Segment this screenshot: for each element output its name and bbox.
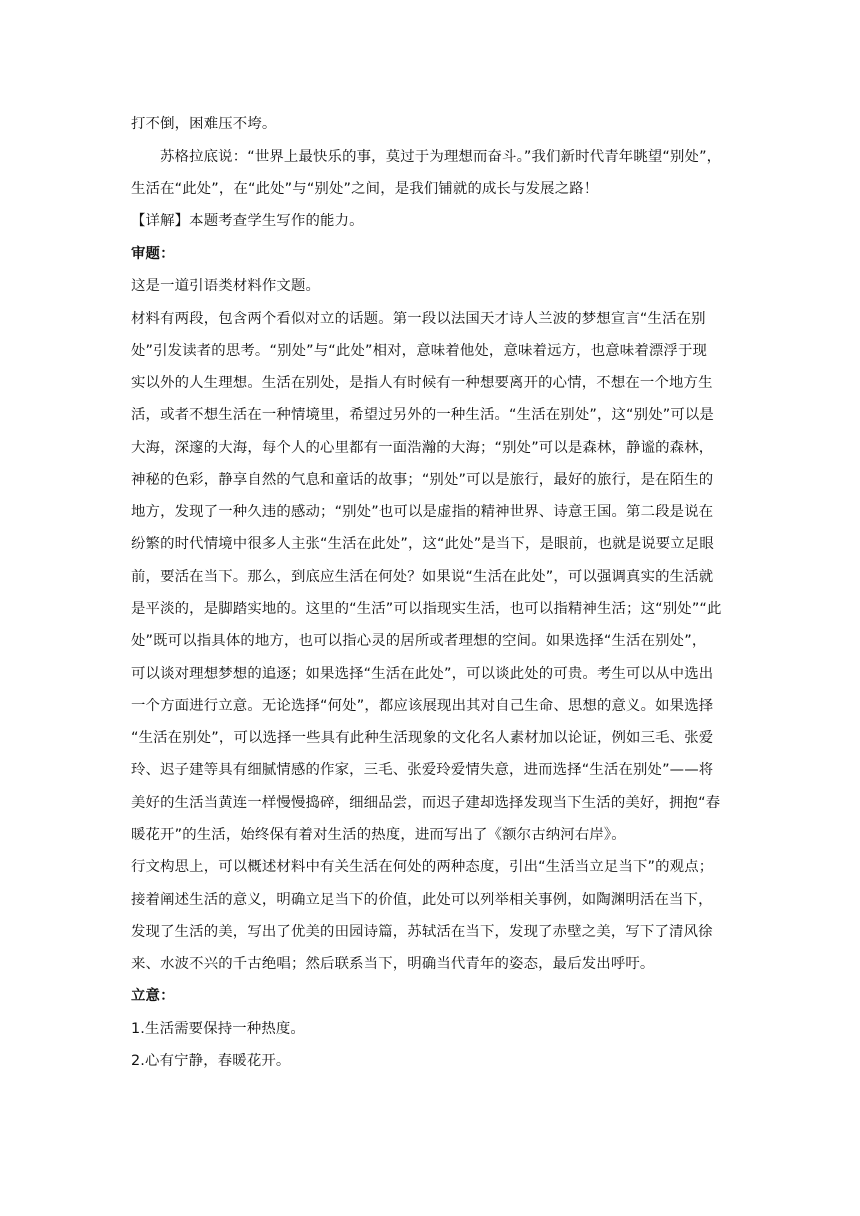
text-line: 是平淡的，是脚踏实地的。这里的“生活”可以指现实生活，也可以指精神生活；这“别处”“此 [131, 601, 722, 617]
text-line: 处”既可以指具体的地方，也可以指心灵的居所或者理想的空间。如果选择“生活在别处”， [131, 633, 707, 649]
text-line: 材料有两段，包含两个看似对立的话题。第一段以法国天才诗人兰波的梦想宣言“生活在别 [131, 311, 706, 327]
text-line: 发现了生活的美，写出了优美的田园诗篇，苏轼活在当下，发现了赤壁之美，写下了清风徐 [131, 924, 713, 940]
text-line: 纷繁的时代情境中很多人主张“生活在此处”，这“此处”是当下，是眼前，也就是说要立足眼 [131, 536, 714, 552]
text-line: 接着阐述生活的意义，明确立足当下的价值，此处可以列举相关事例，如陶渊明活在当下， [131, 892, 713, 908]
text-line: 【详解】本题考查学生写作的能力。 [131, 213, 364, 229]
text-line: 暖花开”的生活，始终保有着对生活的热度，进而写出了《额尔古纳河右岸》。 [131, 827, 626, 843]
text-line: 来、水波不兴的千古绝唱；然后联系当下，明确当代青年的姿态，最后发出呼吁。 [131, 956, 655, 972]
text-line: 行文构思上，可以概述材料中有关生活在何处的两种态度，引出“生活当立足当下”的观点； [131, 859, 714, 875]
text-line: 地方，发现了一种久违的感动；“别处”也可以是虚指的精神世界、诗意王国。第二段是说在 [131, 504, 714, 520]
text-line: 玲、迟子建等具有细腻情感的作家，三毛、张爱玲爱情失意，进而选择“生活在别处”——将 [131, 762, 714, 778]
text-line: 处”引发读者的思考。“别处”与“此处”相对，意味着他处，意味着远方，也意味着漂浮于现 [131, 343, 708, 359]
text-line: 大海，深邃的大海，每个人的心里都有一面浩瀚的大海；“别处”可以是森林，静谧的森林， [131, 440, 714, 456]
text-line: 可以谈对理想梦想的追逐；如果选择“生活在此处”，可以谈此处的可贵。考生可以从中选出 [131, 666, 714, 682]
section-heading: 立意： [131, 988, 175, 1004]
text-line: 活，或者不想生活在一种情境里，希望过另外的一种生活。“生活在别处”，这“别处”可以是 [131, 407, 714, 423]
text-line: 这是一道引语类材料作文题。 [131, 278, 321, 294]
text-line: 实以外的人生理想。生活在别处，是指人有时候有一种想要离开的心情，不想在一个地方生 [131, 375, 713, 391]
section-heading: 审题： [131, 246, 175, 262]
list-item: 1.生活需要保持一种热度。 [131, 1021, 305, 1037]
list-item: 2.心有宁静，春暖花开。 [131, 1053, 291, 1069]
text-line: “生活在别处”，可以选择一些具有此种生活现象的文化名人素材加以论证，例如三毛、张爱 [131, 730, 714, 746]
text-line: 美好的生活当黄连一样慢慢捣碎，细细品尝，而迟子建却选择发现当下生活的美好，拥抱“春 [131, 795, 721, 811]
text-line: 苏格拉底说：“世界上最快乐的事，莫过于为理想而奋斗。”我们新时代青年眺望“别处”， [160, 149, 722, 165]
text-line: 打不倒，困难压不垮。 [131, 116, 277, 132]
text-line: 前，要活在当下。那么，到底应生活在何处？如果说“生活在此处”，可以强调真实的生活就 [131, 569, 714, 585]
text-line: 一个方面进行立意。无论选择“何处”，都应该展现出其对自己生命、思想的意义。如果选择 [131, 698, 714, 714]
text-line: 神秘的色彩，静享自然的气息和童话的故事；“别处”可以是旅行，最好的旅行，是在陌生的 [131, 472, 714, 488]
text-line: 生活在“此处”，在“此处”与“别处”之间，是我们铺就的成长与发展之路！ [131, 181, 599, 197]
